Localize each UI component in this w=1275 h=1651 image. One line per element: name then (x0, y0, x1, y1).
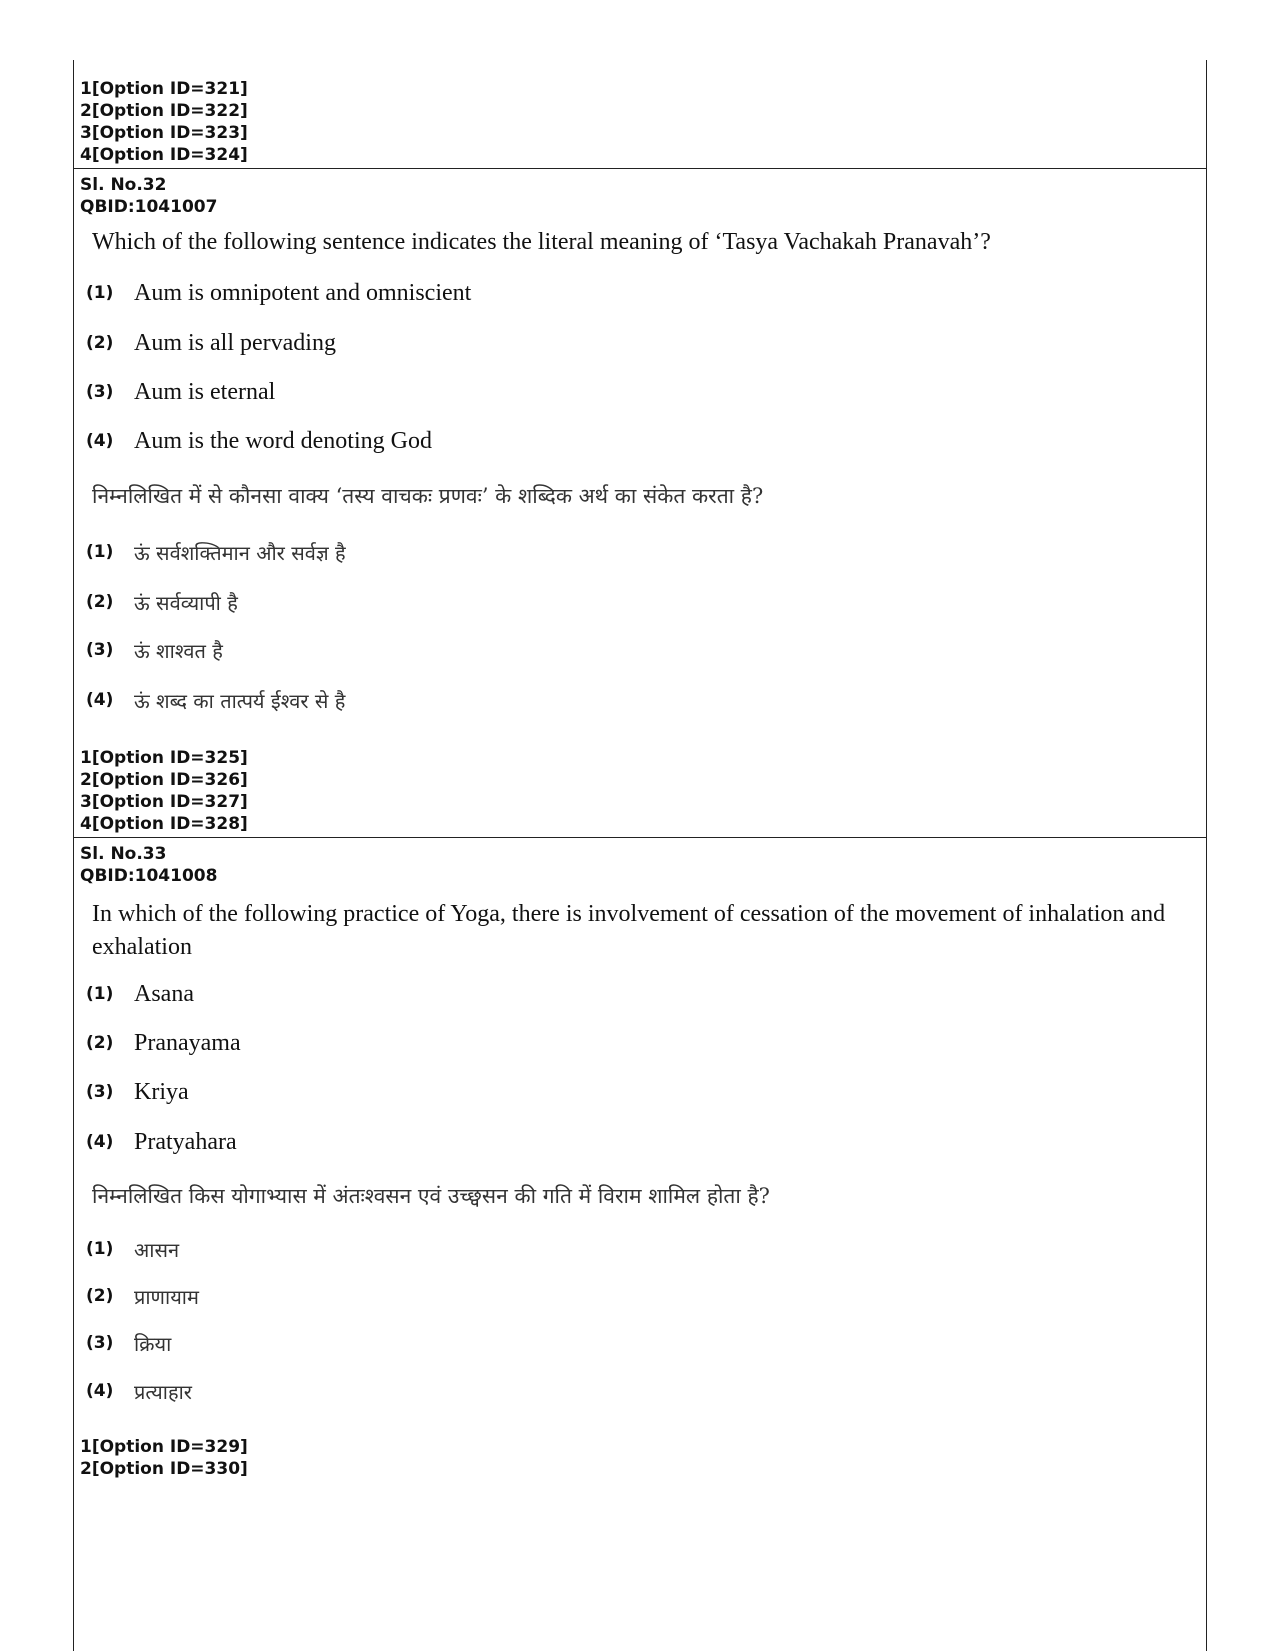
option-number: (3) (86, 640, 114, 660)
option-text: ऊं सर्वव्यापी है (134, 590, 238, 615)
option-hindi (86, 633, 223, 667)
option-english (86, 375, 275, 409)
question-text-english: Which of the following sentence indicates the literal meaning of ‘Tasya Vachakah Pranavah’? (92, 229, 991, 255)
option-number: (1) (86, 542, 114, 562)
option-id-list (80, 747, 248, 835)
option-english (86, 1075, 189, 1109)
option-text: प्राणायाम (134, 1284, 199, 1309)
option-number: (1) (86, 1239, 114, 1259)
option-text: Aum is eternal (134, 378, 276, 405)
option-text: ऊं शाश्वत है (134, 638, 223, 663)
option-id: 3[Option ID=327] (80, 792, 248, 812)
option-id: 2[Option ID=326] (80, 770, 248, 790)
option-number: (4) (86, 1381, 114, 1401)
qbid: QBID:1041007 (80, 197, 218, 217)
option-number: (4) (86, 690, 114, 710)
option-id: 1[Option ID=329] (80, 1437, 248, 1457)
option-number: (1) (86, 984, 114, 1004)
option-id-list (80, 1436, 248, 1480)
option-id-list-previous (80, 78, 248, 166)
option-text: Kriya (134, 1078, 189, 1105)
option-hindi (86, 1232, 179, 1266)
question-header (80, 843, 217, 887)
option-number: (2) (86, 1033, 114, 1053)
option-id: 1[Option ID=321] (80, 79, 248, 99)
option-hindi (86, 1326, 171, 1360)
option-id: 1[Option ID=325] (80, 748, 248, 768)
option-text: प्रत्याहार (134, 1379, 192, 1404)
option-hindi (86, 1374, 192, 1408)
option-english (86, 977, 194, 1011)
option-hindi (86, 585, 238, 619)
option-text: क्रिया (134, 1331, 172, 1356)
option-english (86, 276, 471, 310)
option-hindi (86, 1279, 199, 1313)
option-number: (3) (86, 1333, 114, 1353)
option-english (86, 1026, 241, 1060)
question-text-hindi: निम्नलिखित किस योगाभ्यास में अंतःश्वसन एवं उच्छ्वसन की गति में विराम शामिल होता है? (92, 1184, 770, 1208)
option-id: 3[Option ID=323] (80, 123, 248, 143)
option-number: (4) (86, 1132, 114, 1152)
option-number: (2) (86, 592, 114, 612)
option-id: 4[Option ID=324] (80, 145, 248, 165)
serial-number: Sl. No.32 (80, 175, 167, 195)
option-id: 2[Option ID=330] (80, 1459, 248, 1479)
question-header (80, 174, 217, 218)
option-text: Pranayama (134, 1029, 241, 1056)
option-number: (3) (86, 1082, 114, 1102)
question-paper-frame (73, 60, 1207, 1651)
option-text: Aum is the word denoting God (134, 427, 432, 454)
option-hindi (86, 535, 346, 569)
option-text: ऊं शब्द का तात्पर्य ईश्वर से है (134, 688, 346, 713)
option-text: Aum is all pervading (134, 329, 336, 356)
option-number: (1) (86, 283, 114, 303)
option-text: Asana (134, 980, 194, 1007)
option-text: Aum is omnipotent and omniscient (134, 279, 472, 306)
option-number: (2) (86, 1286, 114, 1306)
option-text: Pratyahara (134, 1128, 237, 1155)
option-hindi (86, 683, 345, 717)
serial-number: Sl. No.33 (80, 844, 167, 864)
option-id: 2[Option ID=322] (80, 101, 248, 121)
question-divider (74, 168, 1206, 169)
option-id: 4[Option ID=328] (80, 814, 248, 834)
question-text-english: In which of the following practice of Yoga, there is involvement of cessation of the movement of inhalation and exhalation (92, 901, 1166, 960)
option-text: ऊं सर्वशक्तिमान और सर्वज्ञ है (134, 540, 346, 565)
option-text: आसन (134, 1237, 180, 1262)
option-number: (4) (86, 431, 114, 451)
qbid: QBID:1041008 (80, 866, 218, 886)
question-divider (74, 837, 1206, 838)
option-english (86, 326, 336, 360)
option-number: (3) (86, 382, 114, 402)
option-english (86, 1125, 237, 1159)
option-number: (2) (86, 333, 114, 353)
option-english (86, 424, 432, 458)
question-text-hindi: निम्नलिखित में से कौनसा वाक्य ‘तस्य वाचकः प्रणवः’ के शब्दिक अर्थ का संकेत करता है? (92, 484, 764, 508)
